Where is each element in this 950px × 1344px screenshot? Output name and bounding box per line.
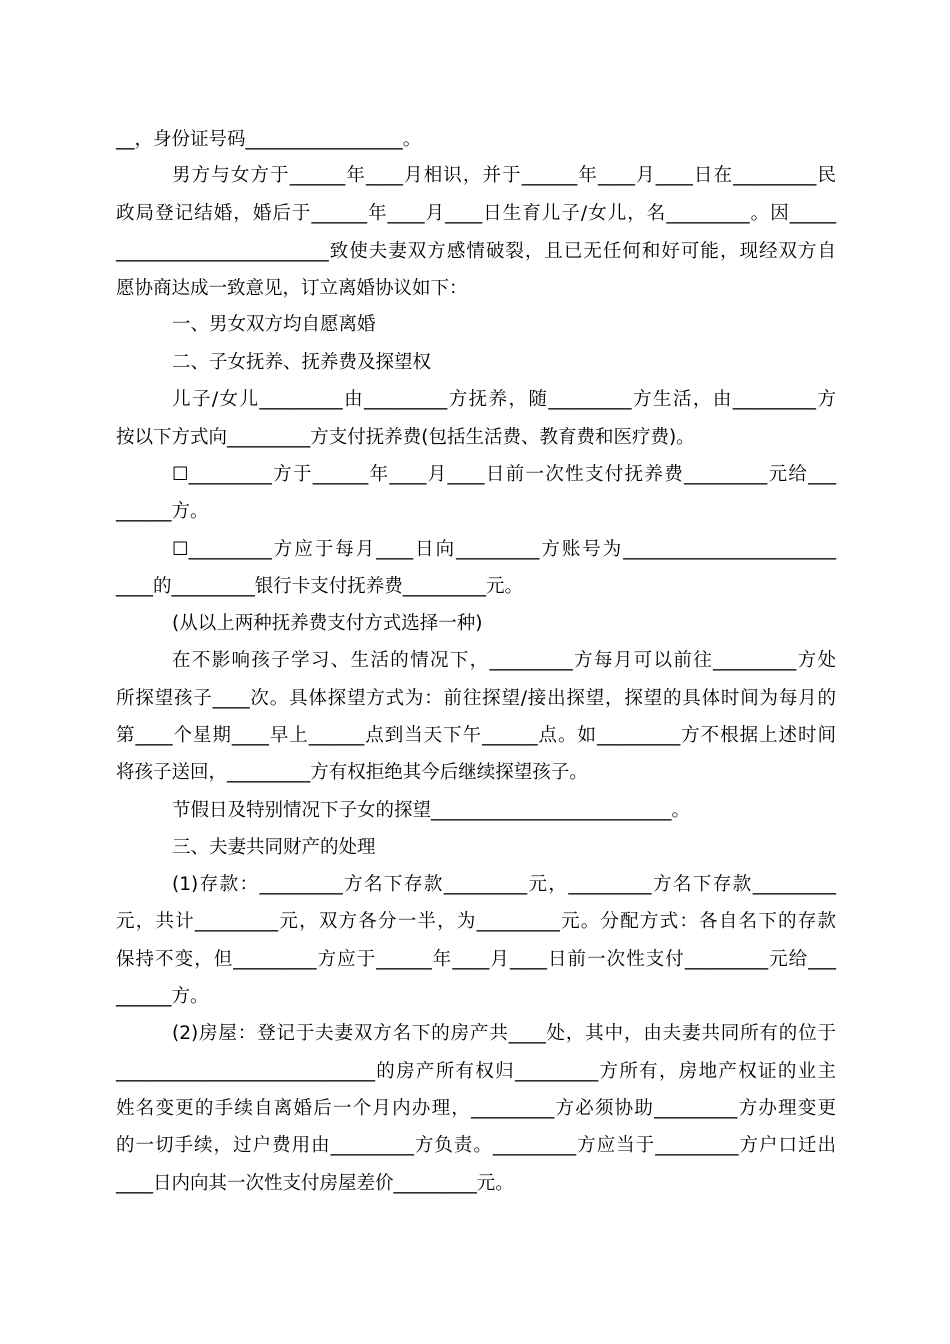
paragraph-line: 元，共计_________元，双方各分一半，为_________元。分配方式：各自名下的存款 [116,911,836,932]
paragraph-line: 姓名变更的手续自离婚后一个月内办理，_________方必须协助_________方办理变更 [116,1098,836,1119]
paragraph-line: 保持不变，但_________方应于______年____月____日前一次性支付_________元给___ [116,949,836,970]
checkbox-option-2: ☐_________方应于每月____日向_________方账号为_______________________ [172,539,836,560]
paragraph-line: ______方。 [116,501,209,522]
paragraph-line: 的一切手续，过户费用由_________方负责。_________方应当于_________方户口迁出 [116,1135,836,1156]
paragraph-line: 在不影响孩子学习、生活的情况下，_________方每月可以前往_________方处 [172,650,836,671]
paragraph-line: ____日内向其一次性支付房屋差价_________元。 [116,1173,514,1194]
id-number-line: __，身份证号码_________________。 [116,129,422,150]
paragraph-line: 政局登记结婚，婚后于______年____月____日生育儿子/女儿，名_________。因_____ [116,203,836,224]
paragraph-line: 第____个星期____早上______点到当天下午______点。如_________方不根据上述时间 [116,725,836,746]
section-heading-3: 三、夫妻共同财产的处理 [172,837,376,858]
section-heading-1: 一、男女双方均自愿离婚 [172,314,376,335]
paragraph-line: ______方。 [116,986,209,1007]
paragraph-line: 节假日及特别情况下子女的探望__________________________。 [172,800,691,821]
paragraph-line: 男方与女方于______年____月相识，并于______年____月____日在_________民 [172,165,836,186]
paragraph-line: 将孩子送回，_________方有权拒绝其今后继续探望孩子。 [116,762,588,783]
paragraph-line: 愿协商达成一致意见，订立离婚协议如下： [116,278,468,299]
paragraph-line: (2)房屋：登记于夫妻双方名下的房产共____处，其中，由夫妻共同所有的位于 [172,1023,836,1044]
paragraph-line: ____________________________的房产所有权归_________方所有，房地产权证的业主 [116,1061,836,1082]
checkbox-option-1: ☐_________方于______年____月____日前一次性支付抚养费_________元给___ [172,464,836,485]
paragraph-line: _______________________致使夫妻双方感情破裂，且已无任何和好可能，现经双方自 [116,241,836,262]
paragraph-line: (1)存款：_________方名下存款_________元，_________方名下存款_________ [172,874,836,895]
note-line: (从以上两种抚养费支付方式选择一种) [172,613,483,634]
paragraph-line: 按以下方式向_________方支付抚养费(包括生活费、教育费和医疗费)。 [116,427,695,448]
paragraph-line: 所探望孩子____次。具体探望方式为：前往探望/接出探望，探望的具体时间为每月的 [116,688,836,709]
paragraph-line: ____的_________银行卡支付抚养费_________元。 [116,576,524,597]
paragraph-line: 儿子/女儿_________由_________方抚养，随_________方生活，由_________方 [172,389,836,410]
section-heading-2: 二、子女抚养、抚养费及探望权 [172,352,432,373]
